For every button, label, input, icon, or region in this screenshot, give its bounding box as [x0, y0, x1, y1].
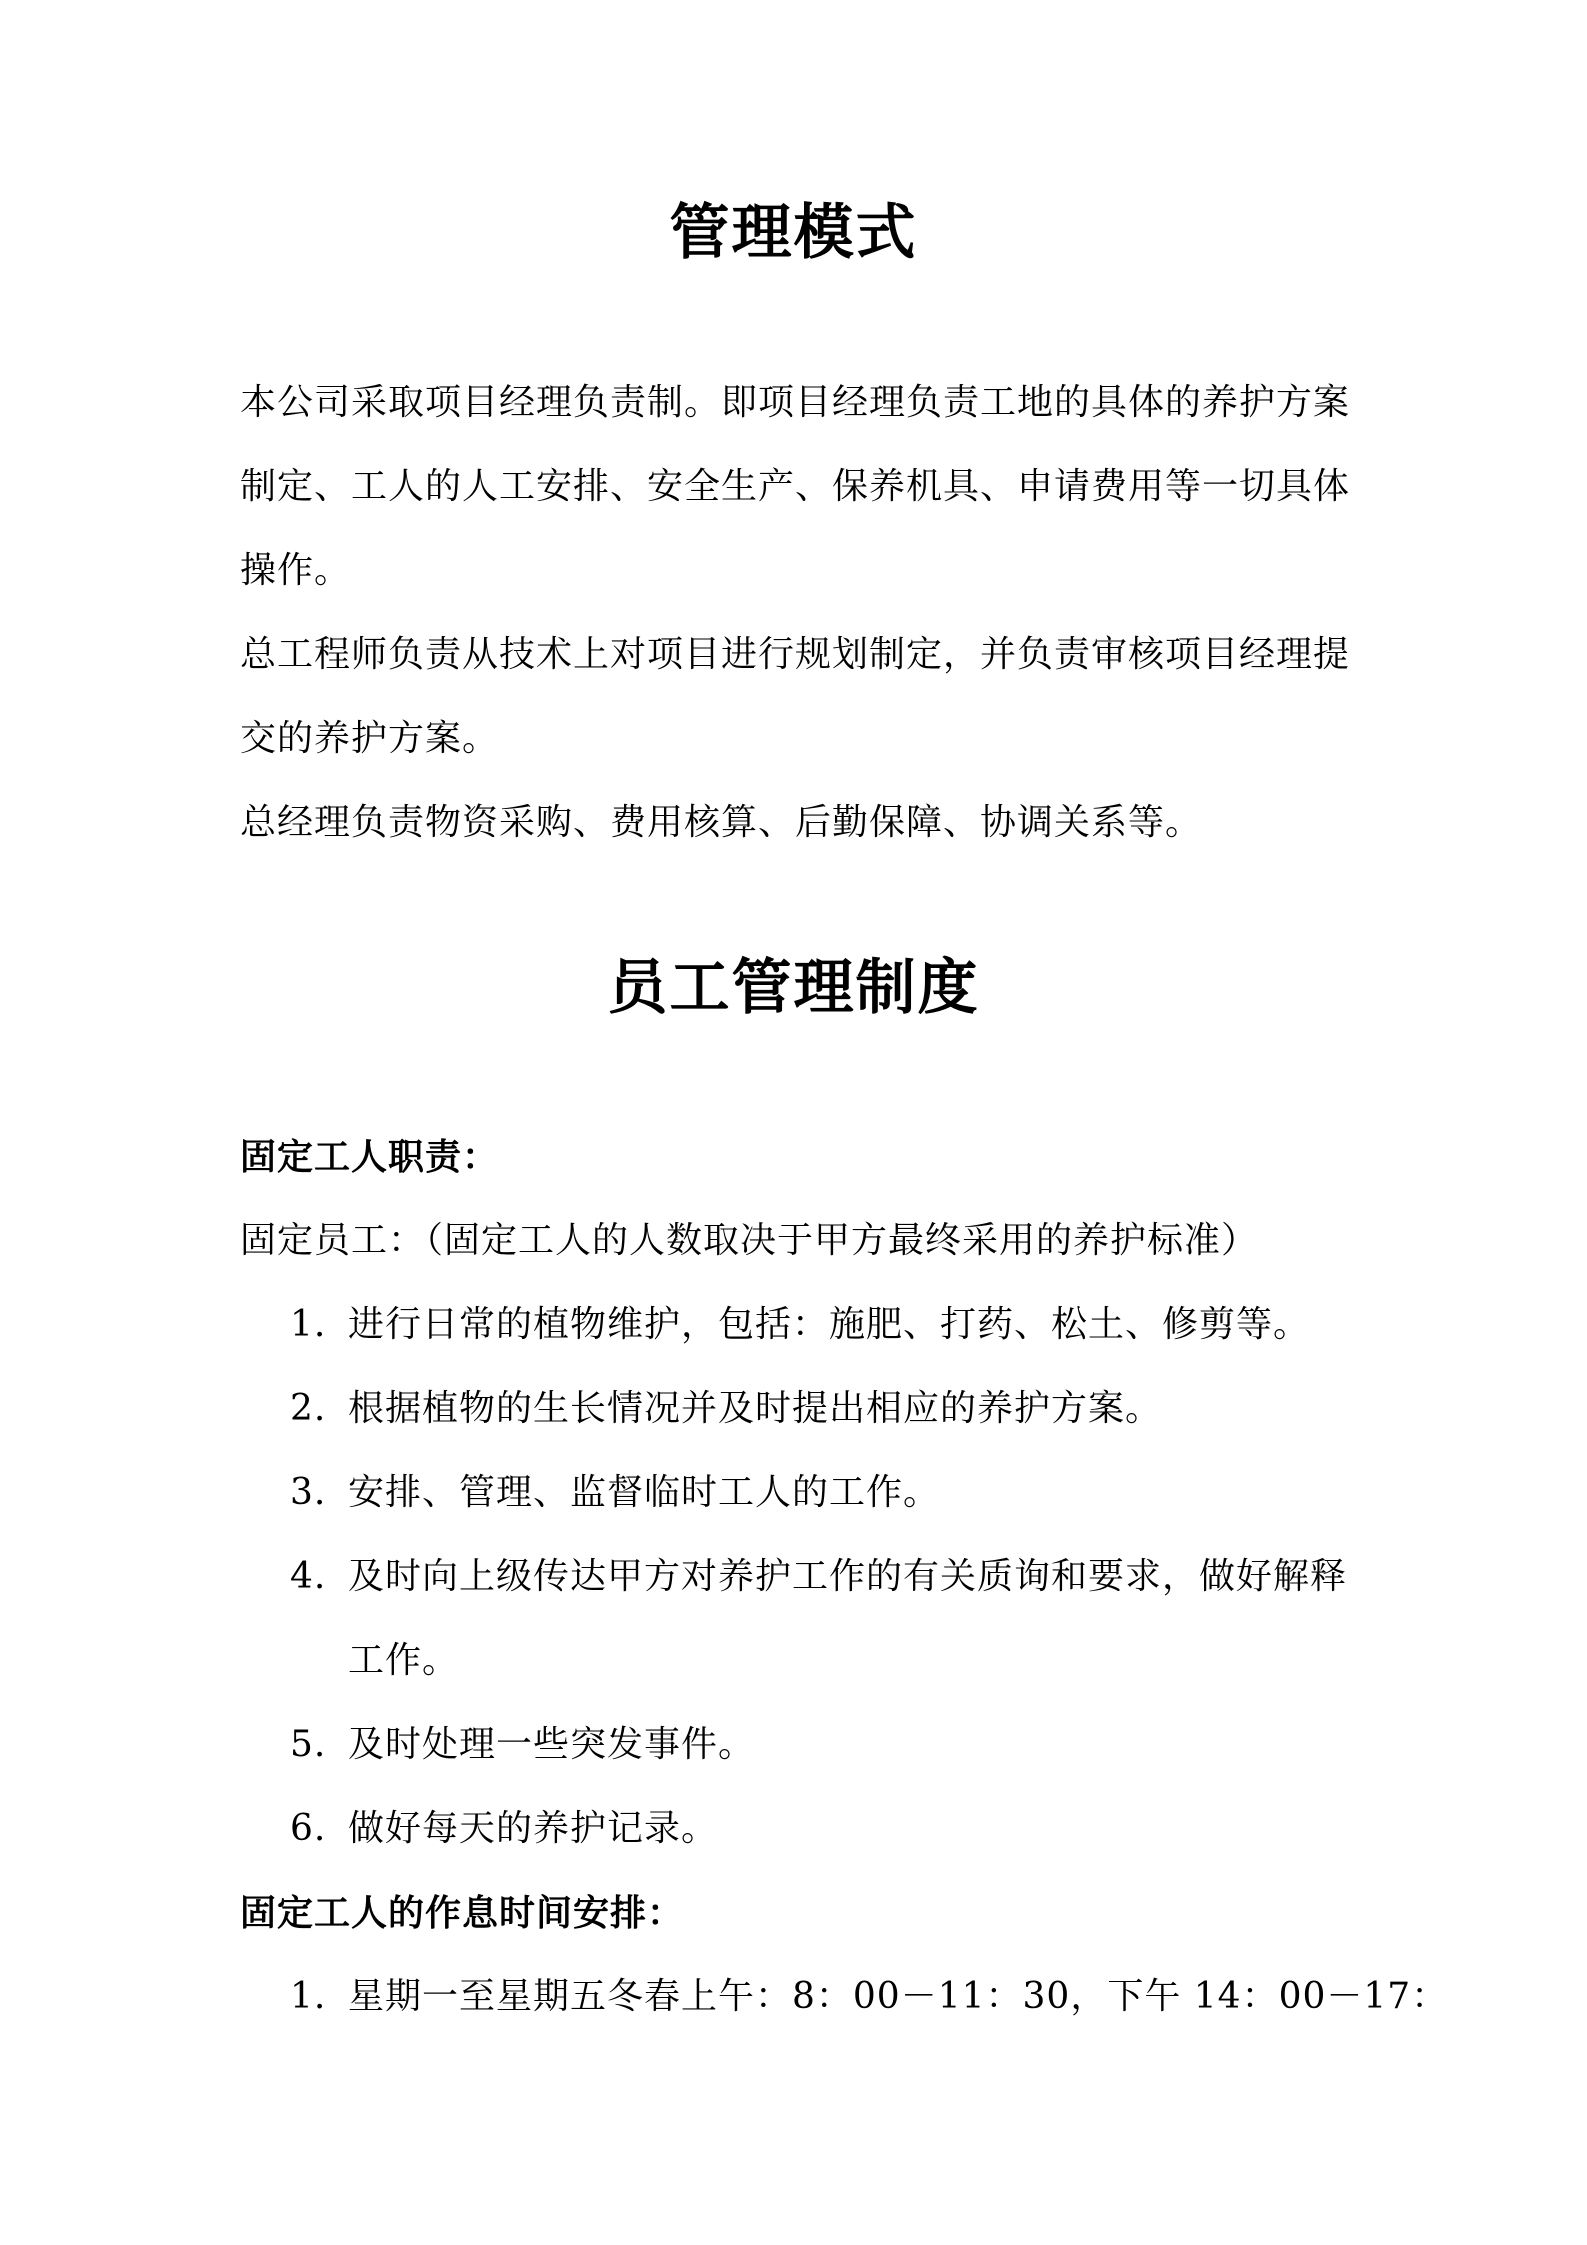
list-item [290, 1552, 1350, 1602]
list-item-text: 进行日常的植物维护，包括：施肥、打药、松土、修剪等。 [348, 1304, 1311, 1345]
list-item-number: 1. [290, 1304, 327, 1345]
list-item-text: 及时向上级传达甲方对养护工作的有关质询和要求，做好解释 [348, 1556, 1348, 1597]
list-item [290, 1720, 1350, 1770]
list-item-continuation: 工作。 [348, 1640, 460, 1681]
paragraph-line: 操作。 [240, 550, 352, 591]
paragraph-line: 总经理负责物资采购、费用核算、后勤保障、协调关系等。 [240, 802, 1203, 843]
list-item-text: 根据植物的生长情况并及时提出相应的养护方案。 [348, 1388, 1163, 1429]
list-item-text: 安排、管理、监督临时工人的工作。 [348, 1472, 941, 1513]
schedule-heading: 固定工人的作息时间安排： [240, 1892, 685, 1934]
list-item-number: 4. [290, 1556, 327, 1597]
section-title-management-mode: 管理模式 [669, 198, 918, 268]
list-item-number: 1. [290, 1976, 327, 2017]
list-item [290, 1300, 1350, 1350]
paragraph-line: 本公司采取项目经理负责制。即项目经理负责工地的具体的养护方案 [240, 382, 1351, 423]
paragraph-line: 交的养护方案。 [240, 718, 500, 759]
list-item [290, 1468, 1350, 1518]
section-title-staff-management: 员工管理制度 [607, 953, 980, 1023]
list-item-text: 及时处理一些突发事件。 [348, 1724, 756, 1765]
list-item [290, 1384, 1350, 1434]
duties-intro: 固定员工：（固定工人的人数取决于甲方最终采用的养护标准） [240, 1220, 1259, 1261]
list-item-text: 星期一至星期五冬春上午：8：00－11：30，下午 14：00－17： [348, 1976, 1449, 2017]
list-item-number: 2. [290, 1388, 327, 1429]
list-item-text: 做好每天的养护记录。 [348, 1808, 719, 1849]
list-item-number: 5. [290, 1724, 327, 1765]
list-item [290, 1972, 1449, 2022]
list-item-number: 3. [290, 1472, 327, 1513]
list-item [290, 1804, 1350, 1854]
list-item-number: 6. [290, 1808, 327, 1849]
duties-heading: 固定工人职责： [240, 1136, 500, 1178]
paragraph-line: 制定、工人的人工安排、安全生产、保养机具、申请费用等一切具体 [240, 466, 1351, 507]
paragraph-line: 总工程师负责从技术上对项目进行规划制定，并负责审核项目经理提 [240, 634, 1351, 675]
